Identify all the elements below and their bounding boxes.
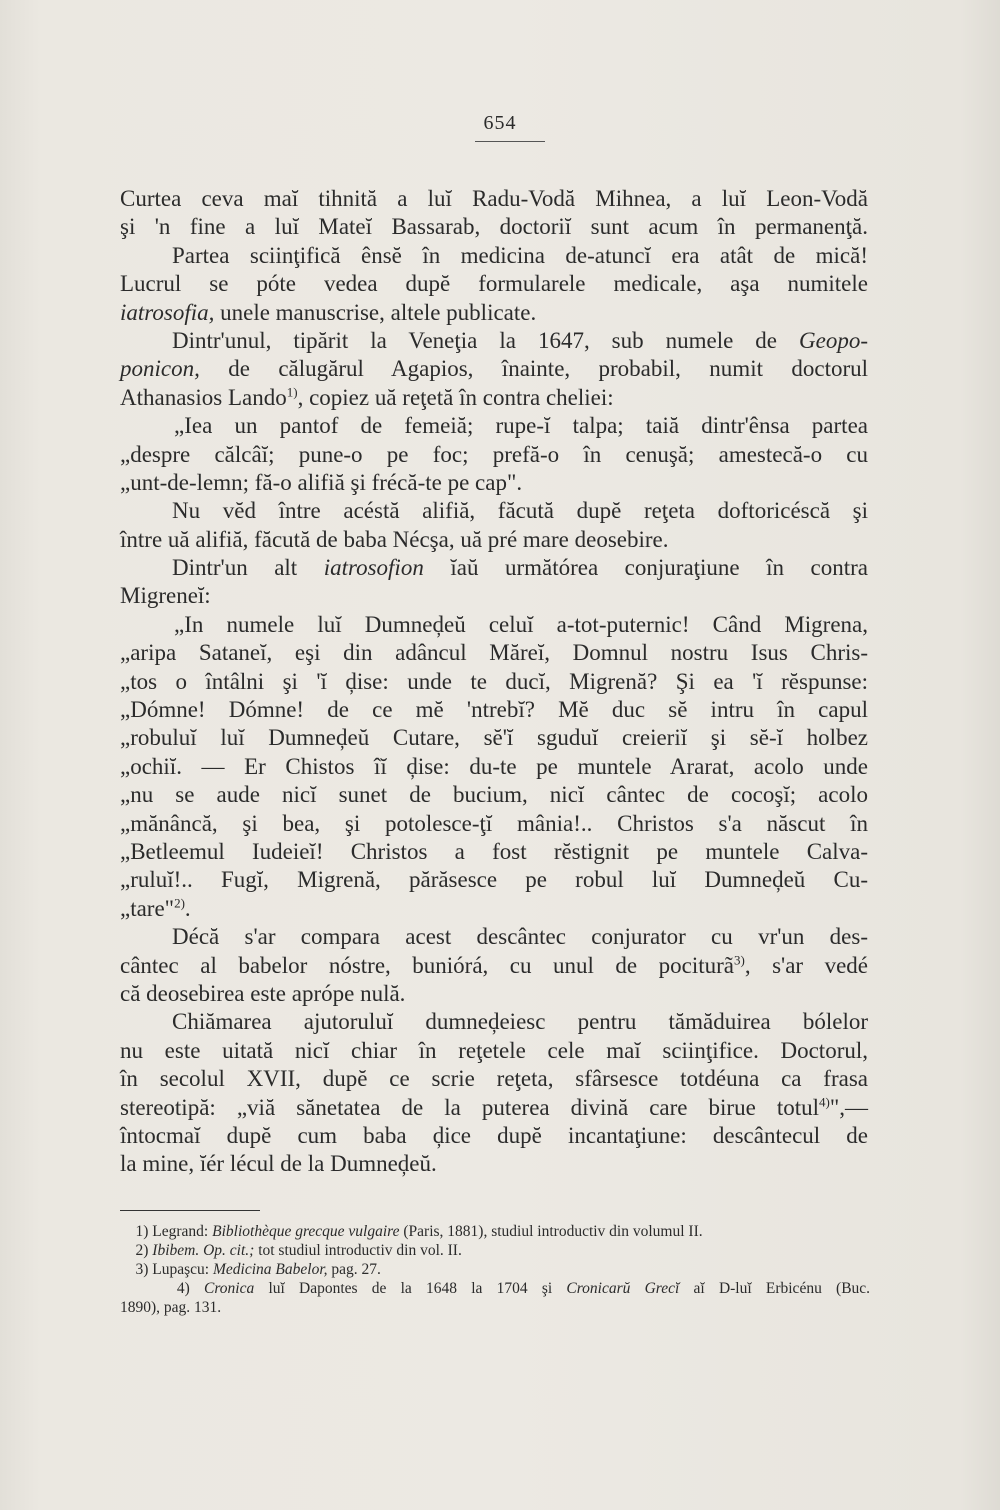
- text-fragment: aĭ D-luĭ Erbicénu (Buc.: [693, 1280, 871, 1297]
- text-line: Nu vĕd între acéstă alifiă, făcută dupĕ reţeta doftoricéscă şi: [172, 498, 868, 524]
- italic-term: ponicon,: [120, 356, 200, 382]
- text-line: [120, 355, 868, 383]
- text-line: Lucrul se póte vedea dupĕ formularele medicale, aşa numitele: [120, 271, 868, 297]
- text-line: [120, 384, 868, 412]
- text-line: Chiămarea ajutoruluĭ dumneḑeiesc pentru tămăduirea bólelor: [172, 1009, 868, 1035]
- footnote-number: 3): [135, 1261, 149, 1278]
- quote-line: „ruluĭ!.. Fugĭ, Migrenă, părăsesce pe robul luĭ Dumneḑeŭ Cu-: [120, 867, 868, 893]
- quote-line: „nu se aude nicĭ sunet de bucium, nicĭ cântec de cocoşĭ; acolo: [120, 782, 868, 808]
- quote-line: „Iea un pantof de femeiă; rupe-ĭ talpa; taiă dintr'ênsa partea: [174, 413, 868, 439]
- quote-line: „despre călcâĭ; pune-o pe foc; prefă-o în cenuşă; amestecă-o cu: [120, 441, 868, 467]
- quote-line: „Betleemul Iudeieĭ! Christos a fost rĕstignit pe muntele Calva-: [120, 838, 868, 864]
- footnote-divider: [120, 1210, 260, 1211]
- page-number: 654: [483, 112, 517, 134]
- italic-term: Cronicarŭ Grecĭ: [566, 1280, 680, 1297]
- quote-line: „ochiĭ. — Er Chistos îĭ ḑise: du-te pe muntele Ararat, acolo unde: [120, 753, 868, 779]
- text-fragment: ",—: [829, 1094, 868, 1120]
- footnote-ref: 2): [174, 895, 185, 911]
- text-fragment: Athanasios Lando: [120, 384, 287, 410]
- italic-term: iatrosofion: [323, 555, 424, 581]
- text-line: în secolul XVII, dupĕ ce scrie reţeta, sfârsesce totdéuna ca frasa: [120, 1066, 868, 1092]
- quote-line: „unt-de-lemn; fă-o alifiă şi frécă-te pe cap".: [120, 469, 523, 495]
- italic-term: Cronica: [203, 1280, 255, 1297]
- footnote-ref: 1): [286, 384, 298, 400]
- text-line: întocmaĭ dupĕ cum baba ḑice dupĕ incantaţiune: descântecul de: [120, 1122, 868, 1148]
- text-fragment: stereotipă: „viă sănetatea de la puterea divină care birue totul: [120, 1094, 820, 1120]
- text-fragment: Lupaşcu:: [152, 1261, 210, 1278]
- footnote: [120, 1222, 870, 1241]
- italic-term: Geopo-: [799, 327, 869, 353]
- page-number-rule: [475, 141, 545, 142]
- text-fragment: unele manuscrise, altele publicate.: [220, 299, 537, 325]
- italic-term: Bibliothèque grecque vulgaire: [212, 1223, 400, 1240]
- footnote-ref: 4): [819, 1093, 830, 1109]
- footnote: 1890), pag. 131.: [120, 1299, 222, 1316]
- quote-line: „Dómne! Dómne! de ce mĕ 'ntrebĭ? Mĕ duc sĕ intru în capul: [120, 697, 868, 723]
- italic-term: iatrosofia,: [120, 299, 215, 325]
- text-line: şi 'n fine a luĭ Mateĭ Bassarab, doctoriĭ sunt acum în permanenţă.: [120, 214, 868, 240]
- quote-line: „aripa Sataneĭ, eşi din adâncul Măreĭ, Domnul nostru Isus Chris-: [120, 640, 868, 666]
- footnote-number: 4): [176, 1280, 190, 1297]
- text-line: [120, 952, 868, 980]
- footnotes: [120, 1222, 870, 1317]
- text-line: [120, 1094, 868, 1122]
- body-text: [120, 185, 868, 1179]
- text-fragment: de călugărul Agapios, înainte, probabil, numit doctorul: [228, 356, 869, 382]
- text-fragment: pag. 27.: [331, 1261, 381, 1278]
- text-fragment: ĭaŭ următórea conjuraţiune în contra: [450, 555, 869, 581]
- text-line: Curtea ceva maĭ tihnită a luĭ Radu-Vodă Mihnea, a luĭ Leon-Vodă: [120, 186, 868, 211]
- text-fragment: cântec al babelor nóstre, buniórá, cu unul de pociturã: [120, 952, 734, 978]
- text-fragment: „tare": [120, 895, 175, 921]
- footnote-number: 1): [135, 1223, 149, 1240]
- text-line: [120, 299, 868, 327]
- text-line: Migreneĭ:: [120, 583, 211, 609]
- text-line: nu este uitată nicĭ chiar în reţetele cele maĭ sciinţifice. Doctorul,: [120, 1037, 868, 1063]
- text-line: între uă alifiă, făcută de baba Nécşa, uă pré mare deosebire.: [120, 526, 669, 552]
- text-line: Décă s'ar compara acest descântec conjurator cu vr'un des-: [172, 924, 868, 950]
- text-fragment: luĭ Dapontes de la 1648 la 1704 şi: [268, 1280, 553, 1297]
- footnote: [120, 1241, 870, 1260]
- quote-line: [120, 895, 868, 923]
- quote-line: „robuluĭ luĭ Dumneḑeŭ Cutare, sĕ'ĭ sguduĭ creieriĭ şi sĕ-ĭ holbez: [120, 725, 868, 751]
- text-fragment: , s'ar vedé: [744, 952, 868, 978]
- quote-line: „mănâncă, şi bea, şi potolesce-ţĭ mânia!.. Christos s'a născut în: [120, 810, 868, 836]
- footnote: [120, 1279, 870, 1298]
- text-line: [120, 327, 868, 355]
- text-fragment: .: [184, 895, 191, 921]
- text-line: Partea sciinţifică ênsĕ în medicina de-atuncĭ era atât de mică!: [172, 242, 868, 268]
- text-line: că deosebirea este aprópe nulă.: [120, 980, 406, 1006]
- italic-term: Medicina Babelor,: [213, 1261, 328, 1278]
- text-fragment: Dintr'unul, tipărit la Veneţia la 1647, sub numele de: [172, 327, 778, 353]
- text-fragment: tot studiul introductiv din vol. II.: [258, 1242, 462, 1259]
- text-fragment: , copiez uă reţetă în contra cheliei:: [297, 384, 614, 410]
- footnote-number: 2): [135, 1242, 149, 1259]
- italic-term: Ibibem. Op. cit.;: [152, 1242, 255, 1259]
- quote-line: „tos o întâlni şi 'ĭ ḑise: unde te ducĭ, Migrenă? Şi ea 'ĭ rĕspunse:: [120, 668, 868, 694]
- text-line: la mine, ĭér lécul de la Dumneḑeŭ.: [120, 1151, 437, 1177]
- text-fragment: Legrand:: [152, 1223, 209, 1240]
- quote-line: „In numele luĭ Dumneḑeŭ celuĭ a-tot-puternic! Când Migrena,: [174, 611, 868, 637]
- footnote-ref: 3): [734, 951, 745, 967]
- footnote: [120, 1260, 870, 1279]
- text-fragment: Dintr'un alt: [172, 555, 298, 581]
- text-fragment: (Paris, 1881), studiul introductiv din volumul II.: [403, 1223, 703, 1240]
- text-line: [120, 554, 868, 582]
